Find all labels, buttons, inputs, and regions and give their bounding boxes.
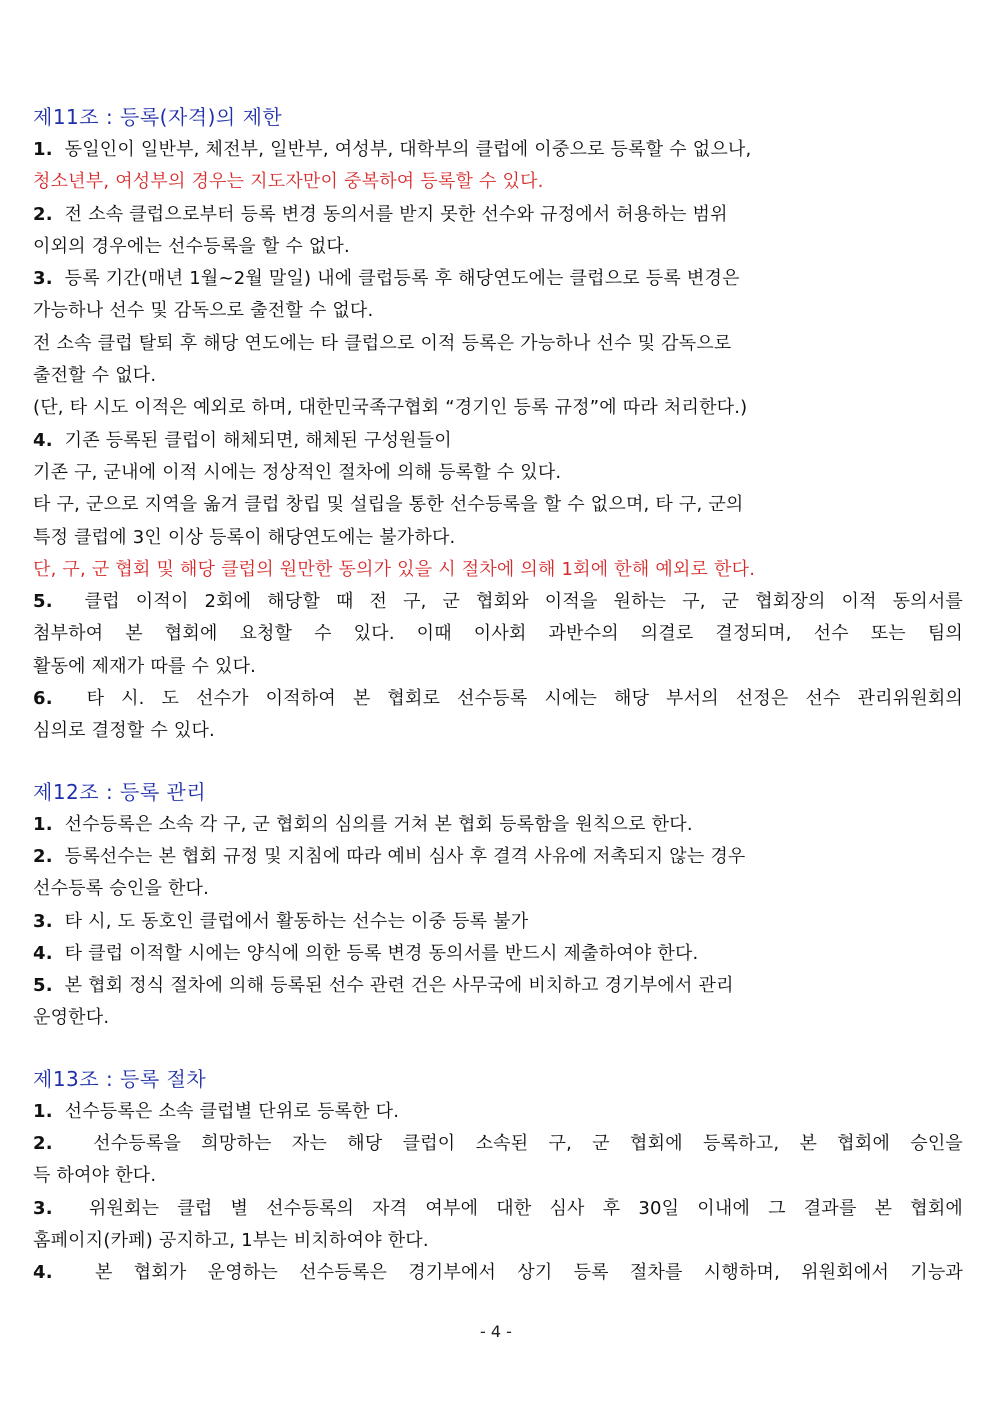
article-section bbox=[33, 1062, 963, 1290]
clause-body: 등록 기간(매년 1월~2월 말일) 내에 클럽등록 후 해당연도에는 클럽으로 등록 변경은 bbox=[64, 268, 740, 290]
clause-body: 위원회는 클럽 별 선수등록의 자격 여부에 대한 심사 후 30일 이내에 그 결과를 본 협회에 bbox=[88, 1197, 964, 1219]
clause-number: 4. bbox=[33, 429, 53, 451]
clause-body: 특정 클럽에 3인 이상 등록이 해당연도에는 불가하다. bbox=[33, 526, 456, 548]
clause-number: 4. bbox=[33, 1262, 53, 1284]
clause-body: 홈페이지(카페) 공지하고, 1부는 비치하여야 한다. bbox=[33, 1229, 429, 1251]
clause-text bbox=[33, 360, 963, 392]
numbered-clause bbox=[33, 1096, 963, 1128]
clause-text bbox=[33, 715, 963, 747]
clause-text bbox=[33, 554, 963, 586]
clause-body: 심의로 결정할 수 있다. bbox=[33, 720, 215, 742]
article-section bbox=[33, 775, 963, 1035]
clause-text bbox=[33, 328, 963, 360]
clause-text bbox=[33, 522, 963, 554]
article-section bbox=[33, 100, 963, 748]
numbered-clause bbox=[33, 938, 963, 970]
numbered-clause bbox=[33, 199, 963, 231]
clause-body: 전 소속 클럽 탈퇴 후 해당 연도에는 타 클럽으로 이적 등록은 가능하나 선수 및 감독으로 bbox=[33, 332, 732, 354]
article-heading: 제13조 : 등록 절차 bbox=[33, 1066, 207, 1091]
clause-body: 기존 등록된 클럽이 해체되면, 해체된 구성원들이 bbox=[64, 429, 452, 451]
clause-number: 6. bbox=[33, 688, 53, 710]
clause-body: 타 클럽 이적할 시에는 양식에 의한 등록 변경 동의서를 반드시 제출하여야 한다. bbox=[64, 942, 699, 964]
clause-body: 타 시, 도 동호인 클럽에서 활동하는 선수는 이중 등록 불가 bbox=[64, 910, 529, 932]
clause-body: 선수등록은 소속 클럽별 단위로 등록한 다. bbox=[64, 1100, 400, 1122]
clause-text bbox=[33, 1160, 963, 1192]
clause-number: 5. bbox=[33, 975, 53, 997]
clause-body: 타 구, 군으로 지역을 옮겨 클럽 창립 및 설립을 통한 선수등록을 할 수 없으며, 타 구, 군의 bbox=[33, 494, 744, 516]
clause-body: 클럽 이적이 2회에 해당할 때 전 구, 군 협회와 이적을 원하는 구, 군 협회장의 이적 동의서를 bbox=[84, 591, 963, 613]
numbered-clause bbox=[33, 970, 963, 1002]
clause-body: 선수등록 승인을 한다. bbox=[33, 878, 210, 900]
clause-text bbox=[33, 489, 963, 521]
clause-number: 1. bbox=[33, 139, 53, 160]
clause-body: 전 소속 클럽으로부터 등록 변경 동의서를 받지 못한 선수와 규정에서 허용하는 범위 bbox=[64, 203, 728, 225]
numbered-clause bbox=[33, 586, 963, 618]
clause-body: 등록선수는 본 협회 규정 및 지침에 따라 예비 심사 후 결격 사유에 저촉되지 않는 경우 bbox=[64, 845, 746, 867]
clause-body: 청소년부, 여성부의 경우는 지도자만이 중복하여 등록할 수 있다. bbox=[33, 171, 544, 193]
clause-body: 기존 구, 군내에 이적 시에는 정상적인 절차에 의해 등록할 수 있다. bbox=[33, 461, 562, 483]
clause-number: 1. bbox=[33, 1100, 53, 1122]
clause-body: 가능하나 선수 및 감독으로 출전할 수 없다. bbox=[33, 300, 374, 322]
clause-body: 타 시. 도 선수가 이적하여 본 협회로 선수등록 시에는 해당 부서의 선정은 선수 관리위원회의 bbox=[86, 688, 964, 710]
numbered-clause bbox=[33, 425, 963, 457]
numbered-clause bbox=[33, 263, 963, 295]
clause-body: 본 협회가 운영하는 선수등록은 경기부에서 상기 등록 절차를 시행하며, 위원회에서 기능과 bbox=[95, 1262, 964, 1284]
clause-body: 출전할 수 없다. bbox=[33, 365, 157, 387]
clause-text bbox=[33, 295, 963, 327]
document-page bbox=[33, 100, 963, 1317]
clause-number: 2. bbox=[33, 203, 53, 225]
clause-number: 3. bbox=[33, 268, 53, 290]
numbered-clause bbox=[33, 841, 963, 873]
clause-body: 운영한다. bbox=[33, 1007, 110, 1029]
clause-body: (단, 타 시도 이적은 예외로 하며, 대한민국족구협회 “경기인 등록 규정”에 따라 처리한다.) bbox=[33, 397, 748, 419]
clause-text bbox=[33, 457, 963, 489]
clause-body: 단, 구, 군 협회 및 해당 클럽의 원만한 동의가 있을 시 절차에 의해 1회에 한해 예외로 한다. bbox=[33, 558, 756, 580]
clause-body: 선수등록은 소속 각 구, 군 협회의 심의를 거쳐 본 협회 등록함을 원칙으로 한다. bbox=[64, 813, 693, 835]
numbered-clause bbox=[33, 906, 963, 938]
clause-text bbox=[33, 1002, 963, 1034]
clause-number: 2. bbox=[33, 845, 53, 867]
clause-body: 첨부하여 본 협회에 요청할 수 있다. 이때 이사회 과반수의 의결로 결정되며, 선수 또는 팀의 bbox=[33, 623, 963, 645]
page-number: - 4 - bbox=[480, 1322, 512, 1341]
clause-body: 동일인이 일반부, 체전부, 일반부, 여성부, 대학부의 클럽에 이중으로 등록할 수 없으나, bbox=[64, 139, 752, 160]
clause-text bbox=[33, 392, 963, 424]
clause-number: 1. bbox=[33, 813, 53, 835]
clause-number: 4. bbox=[33, 942, 53, 964]
clause-body: 선수등록을 희망하는 자는 해당 클럽이 소속된 구, 군 협회에 등록하고, 본 협회에 승인을 bbox=[93, 1133, 963, 1155]
clause-text bbox=[33, 1225, 963, 1257]
numbered-clause bbox=[33, 1193, 963, 1225]
numbered-clause bbox=[33, 1128, 963, 1160]
clause-number: 3. bbox=[33, 910, 53, 932]
clause-body: 득 하여야 한다. bbox=[33, 1165, 157, 1187]
clause-body: 활동에 제재가 따를 수 있다. bbox=[33, 655, 257, 677]
clause-number: 2. bbox=[33, 1133, 53, 1155]
clause-body: 본 협회 정식 절차에 의해 등록된 선수 관련 건은 사무국에 비치하고 경기부에서 관리 bbox=[64, 975, 734, 997]
clause-text bbox=[33, 618, 963, 650]
numbered-clause bbox=[33, 809, 963, 841]
clause-number: 5. bbox=[33, 591, 53, 613]
numbered-clause bbox=[33, 1257, 963, 1289]
clause-body: 이외의 경우에는 선수등록을 할 수 없다. bbox=[33, 235, 350, 257]
numbered-clause bbox=[33, 134, 963, 166]
clause-text bbox=[33, 651, 963, 683]
clause-text bbox=[33, 231, 963, 263]
numbered-clause bbox=[33, 683, 963, 715]
article-heading: 제12조 : 등록 관리 bbox=[33, 779, 207, 804]
clause-number: 3. bbox=[33, 1197, 53, 1219]
clause-text bbox=[33, 873, 963, 905]
article-heading: 제11조 : 등록(자격)의 제한 bbox=[33, 105, 283, 129]
clause-text bbox=[33, 166, 963, 198]
